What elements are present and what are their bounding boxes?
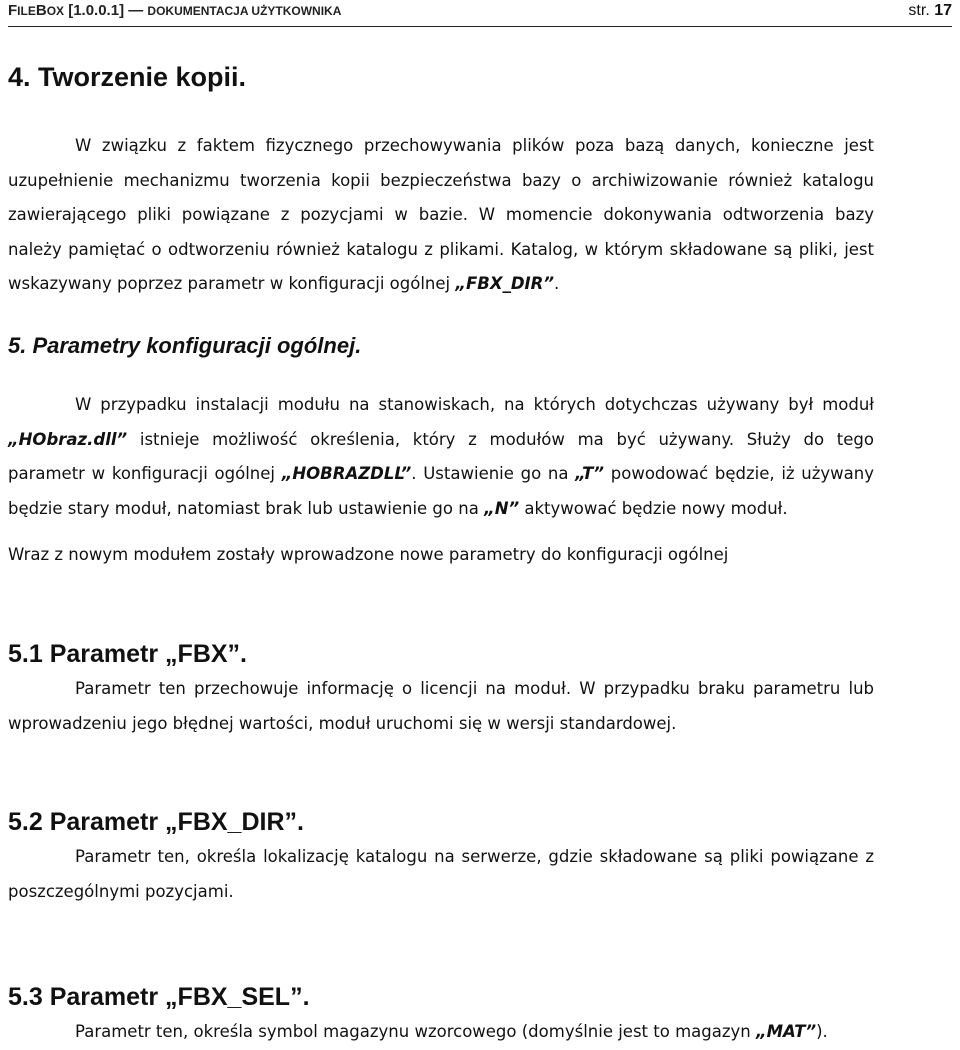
version-label: [1.0.0.1] <box>64 2 129 19</box>
text-run: będzie stary moduł, natomiast brak lub ustawienie go na <box>8 498 485 518</box>
page-number-label <box>908 2 952 20</box>
title-dash: — <box>128 2 148 19</box>
page-label: str. <box>908 2 935 19</box>
page-header <box>8 0 952 27</box>
paragraph-line: wprowadzeniu jego błędnej wartości, moduł uruchomi się w wersji standardowej. <box>8 713 677 733</box>
paragraph-line <box>8 1015 874 1050</box>
section-5-1-paragraph <box>8 672 874 741</box>
parameter-name: „HOBRAZDLL” <box>281 464 412 483</box>
paragraph-line: Parametr ten, określa lokalizację katalogu na serwerze, gdzie składowane są pliki powiązane z <box>75 847 874 866</box>
section-5-heading: 5. Parametry konfiguracji ogólnej. <box>8 333 362 358</box>
text-run: . Ustawienie go na <box>411 464 576 483</box>
page-number: 17 <box>934 2 952 19</box>
paragraph-line: Parametr ten przechowuje informację o licencji na moduł. W przypadku braku parametru lub <box>75 679 874 698</box>
section-5-note <box>8 538 874 573</box>
paragraph-line: poszczególnymi pozycjami. <box>8 881 234 901</box>
text-run: parametr w konfiguracji ogólnej <box>8 464 282 483</box>
parameter-name: „HObraz.dll” <box>8 429 128 449</box>
parameter-value: „N” <box>484 498 520 518</box>
paragraph-line: zawierającego pliki powiązane z pozycjami w bazie. W momencie dokonywania odtworzenia bazy <box>8 205 874 224</box>
paragraph-line: Wraz z nowym modułem zostały wprowadzone nowe parametry do konfiguracji ogólnej <box>8 545 729 564</box>
document-subtitle: DOKUMENTACJA UŻYTKOWNIKA <box>147 4 342 18</box>
title-smallcaps: OX <box>46 4 65 18</box>
parameter-name: „MAT” <box>755 1022 817 1041</box>
text-run: istnieje możliwość określenia, który z modułów ma być używany. Służy do tego <box>127 429 874 449</box>
section-5-3-paragraph <box>8 1015 874 1050</box>
paragraph-line <box>8 423 874 458</box>
section-5-1-heading: 5.1 Parametr „FBX”. <box>8 640 247 668</box>
title-smallcaps: ILE <box>17 4 36 18</box>
section-5-paragraph <box>8 388 874 526</box>
text-run: wskazywany poprzez parametr w konfiguracji ogólnej <box>8 274 456 293</box>
paragraph-line <box>8 492 874 527</box>
section-4-paragraph <box>8 129 874 302</box>
text-run: Parametr ten, określa symbol magazynu wzorcowego (domyślnie jest to magazyn <box>75 1022 756 1041</box>
text-run: aktywować będzie nowy moduł. <box>519 498 788 518</box>
text-run: ). <box>816 1022 828 1041</box>
title-letter: F <box>8 2 18 19</box>
section-5-2-heading: 5.2 Parametr „FBX_DIR”. <box>8 808 304 836</box>
paragraph-line: W związku z faktem fizycznego przechowywania plików poza bazą danych, konieczne jest <box>75 136 874 155</box>
text-run: powodować będzie, iż używany <box>604 464 874 483</box>
paragraph-line <box>8 457 874 492</box>
section-4-heading: 4. Tworzenie kopii. <box>8 62 247 92</box>
text-run: . <box>554 274 560 293</box>
document-title <box>8 2 341 19</box>
parameter-name: „FBX_DIR” <box>455 274 554 293</box>
section-5-2-paragraph <box>8 840 874 909</box>
paragraph-line: uzupełnienie mechanizmu tworzenia kopii bezpieczeństwa bazy o archiwizowanie również katalogu <box>8 170 874 190</box>
parameter-value: „T” <box>575 464 605 483</box>
title-letter: B <box>35 2 47 19</box>
section-5-3-heading: 5.3 Parametr „FBX_SEL”. <box>8 983 310 1011</box>
paragraph-line: należy pamiętać o odtworzeniu również katalogu z plikami. Katalog, w którym składowane są pliki, jest <box>8 239 874 259</box>
paragraph-line <box>8 267 874 302</box>
paragraph-line: W przypadku instalacji modułu na stanowiskach, na których dotychczas używany był moduł <box>75 395 874 414</box>
